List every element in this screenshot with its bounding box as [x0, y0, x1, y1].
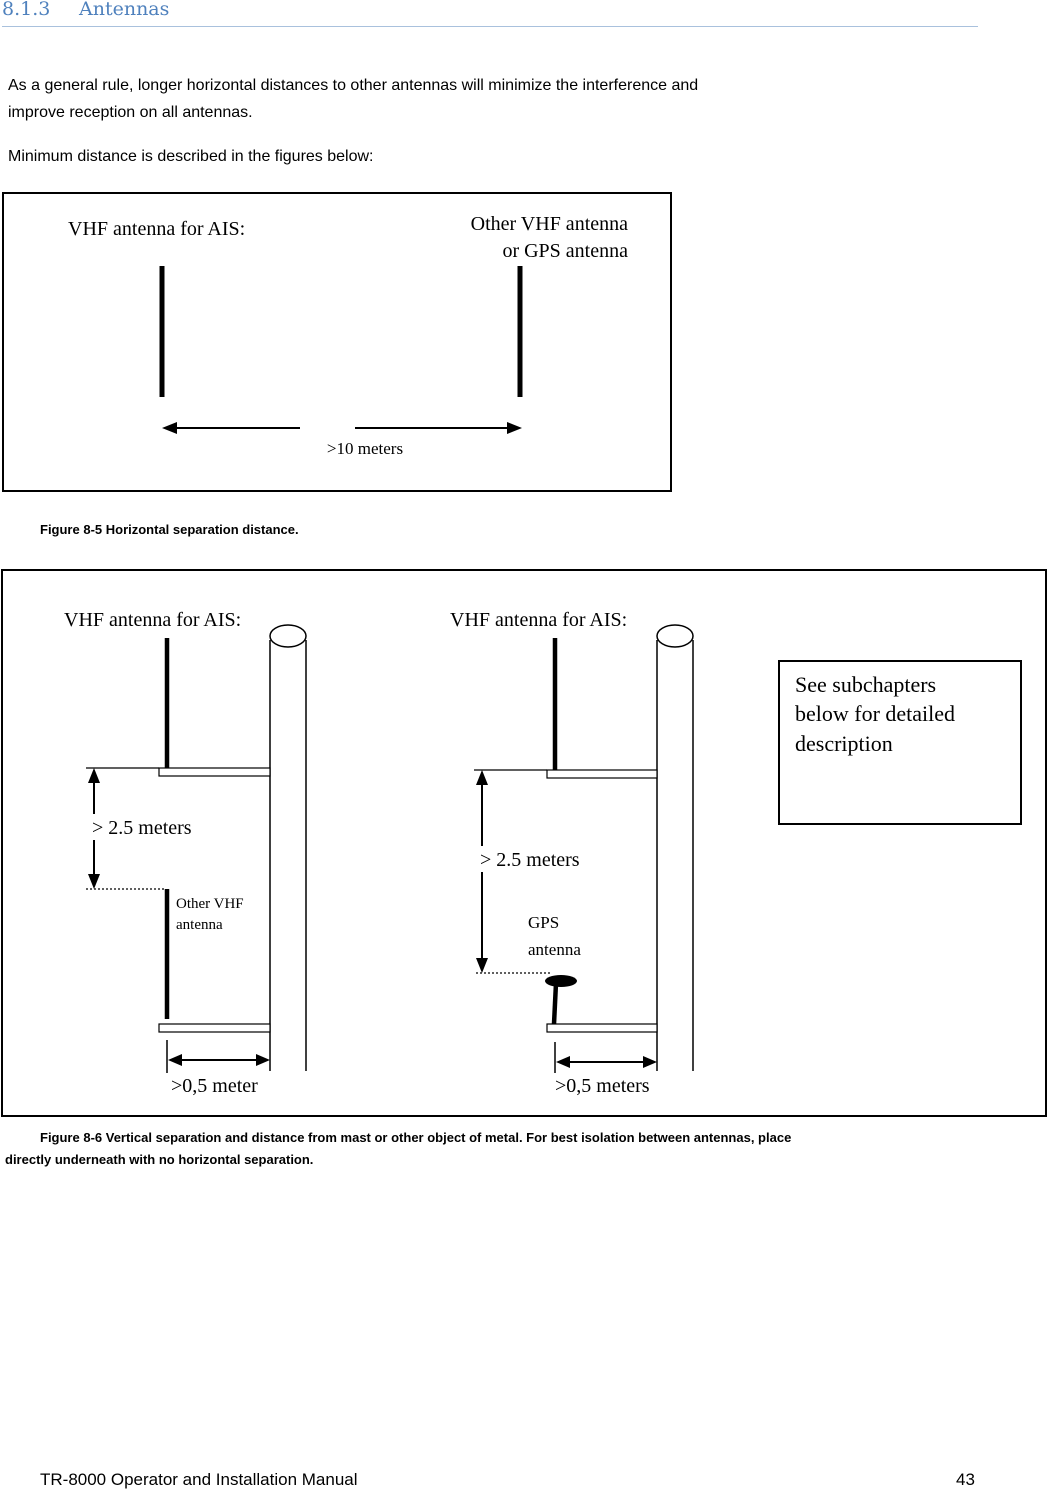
section-title: Antennas	[79, 0, 170, 20]
right-ais-label: VHF antenna for AIS:	[450, 609, 628, 631]
figure-horizontal-separation	[0, 190, 676, 496]
intro-line-2: improve reception on all antennas.	[8, 104, 253, 121]
other-vhf-label-1: Other VHF	[176, 896, 244, 912]
note-line-1: See subchapters	[795, 672, 937, 697]
upper-bracket	[159, 768, 270, 776]
intro-line-3: Minimum distance is described in the figures below:	[8, 148, 374, 165]
other-antenna-label-2: or GPS antenna	[502, 240, 628, 262]
left-mast-distance-label: >0,5 meter	[171, 1075, 258, 1097]
figure-vertical-separation	[0, 568, 1048, 1120]
note-line-2: below for detailed	[795, 701, 956, 726]
other-antenna-label-1: Other VHF antenna	[470, 213, 628, 235]
other-vhf-label-2: antenna	[176, 917, 223, 933]
section-heading	[2, 0, 978, 27]
note-box	[779, 661, 1021, 824]
right-vertical-distance-label: > 2.5 meters	[480, 849, 580, 871]
footer-title: TR-8000 Operator and Installation Manual	[40, 1470, 358, 1489]
figure-8-6-caption-line-2: directly underneath with no horizontal separation.	[5, 1152, 314, 1167]
distance-label: >10 meters	[326, 439, 404, 458]
upper-bracket	[547, 770, 657, 778]
lower-bracket	[159, 1024, 270, 1032]
section-number: 8.1.3	[2, 0, 51, 20]
right-mast-distance-label: >0,5 meters	[555, 1075, 650, 1097]
intro-line-1: As a general rule, longer horizontal distances to other antennas will minimize the interference and	[8, 77, 699, 94]
mast-top	[657, 625, 693, 647]
lower-bracket	[547, 1024, 657, 1032]
page-number: 43	[956, 1470, 975, 1489]
left-vertical-distance-label: > 2.5 meters	[92, 817, 192, 839]
figure-frame	[2, 570, 1046, 1116]
mast-top	[270, 625, 306, 647]
left-ais-label: VHF antenna for AIS:	[64, 609, 242, 631]
gps-label-2: antenna	[528, 940, 581, 959]
note-line-3: description	[795, 731, 893, 756]
figure-8-5-caption: Figure 8-5 Horizontal separation distance.	[40, 522, 299, 537]
ais-antenna-label: VHF antenna for AIS:	[68, 218, 246, 240]
figure-8-6-caption-line-1: Figure 8-6 Vertical separation and distance from mast or other object of metal. For best isolation between antennas, place	[40, 1130, 792, 1145]
gps-label-1: GPS	[528, 913, 560, 932]
